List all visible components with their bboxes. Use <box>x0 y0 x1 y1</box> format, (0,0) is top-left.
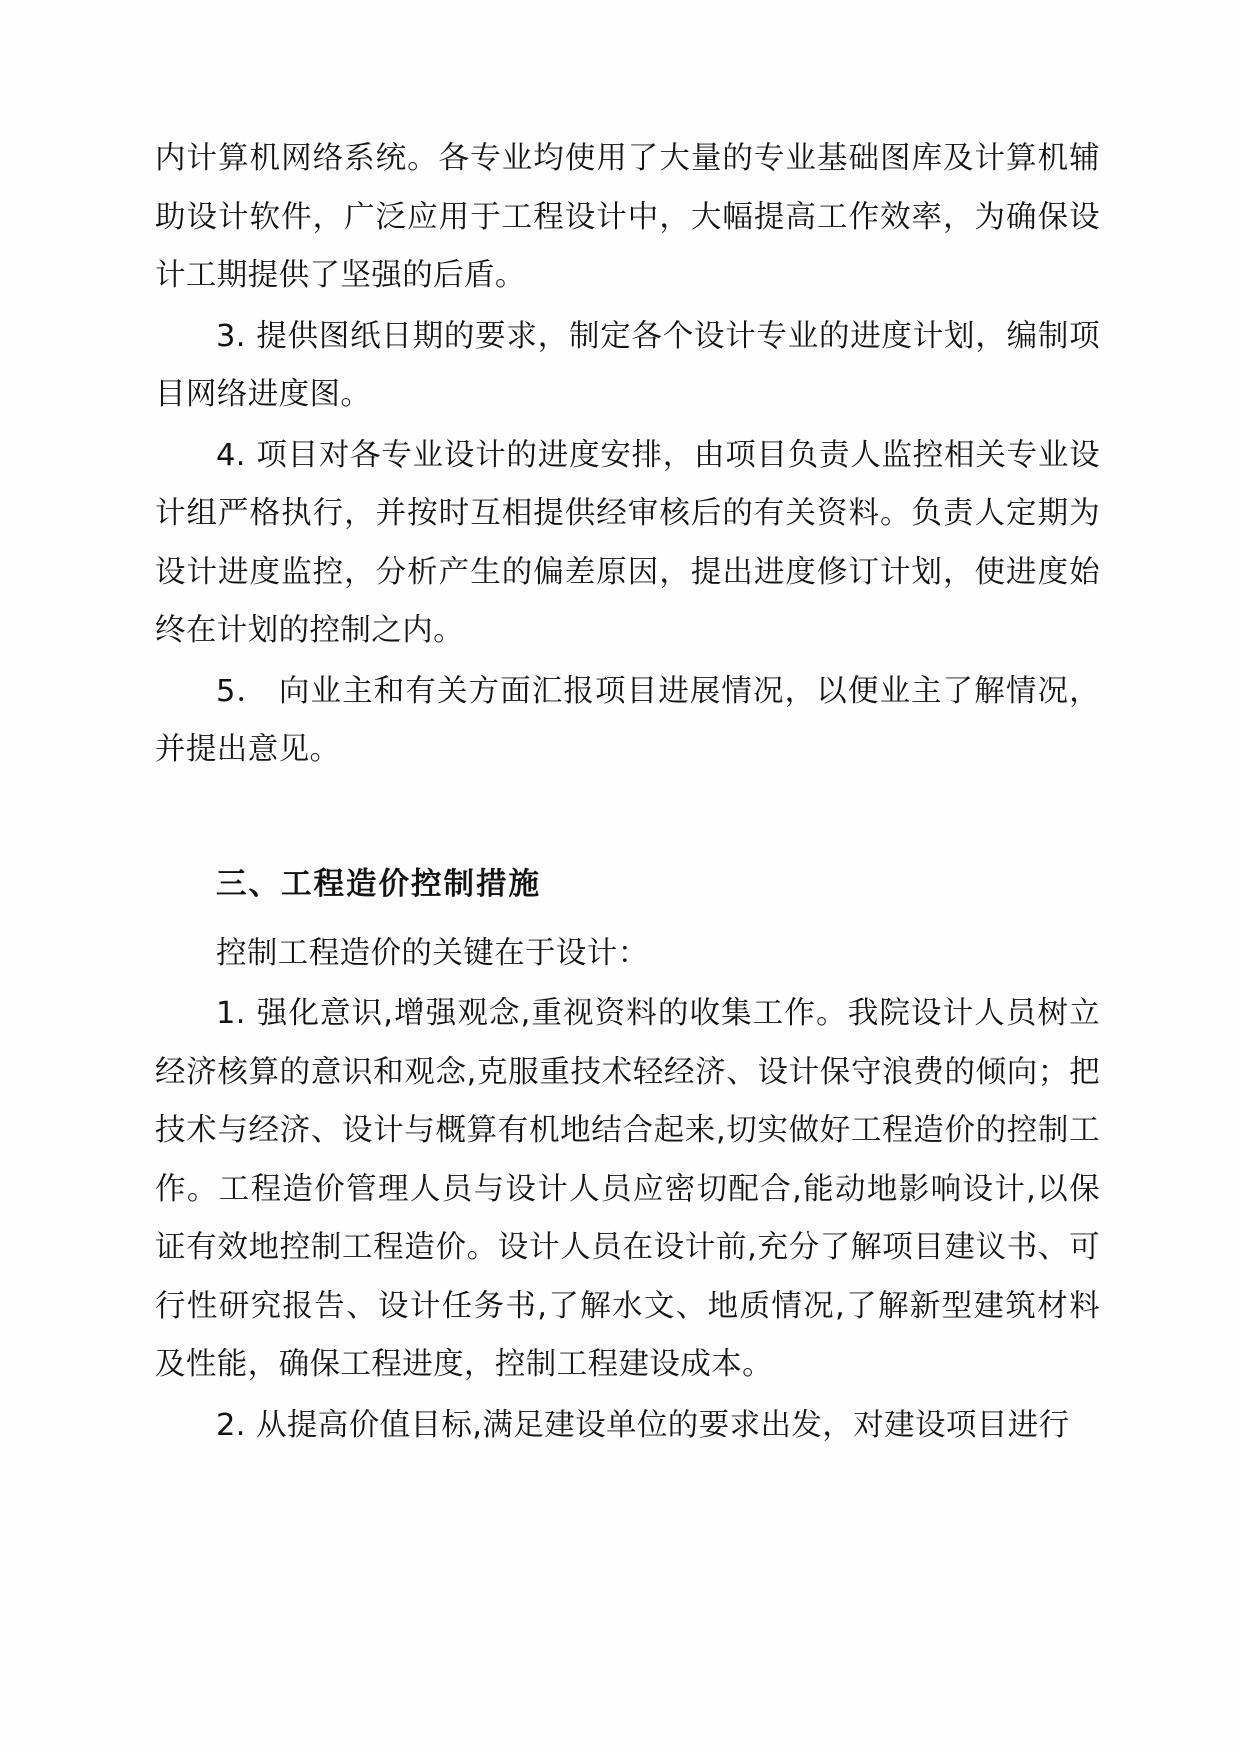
paragraph-item-5: 5． 向业主和有关方面汇报项目进展情况，以便业主了解情况，并提出意见。 <box>155 673 1100 768</box>
paragraph-cost-item-1: 1. 强化意识,增强观念,重视资料的收集工作。我院设计人员树立经济核算的意识和观念,克服重技术轻经济、设计保守浪费的倾向；把技术与经济、设计与概算有机地结合起来,切实做好工程造价的控制工作。工程造价管理人员与设计人员应密切配合,能动地影响设计,以保证有效地控制工程造价。设计人员在设计前,充分了解项目建议书、可行性研究报告、设计任务书,了解水文、地质情况,了解新型建筑材料及性能，确保工程进度，控制工程建设成本。 <box>155 996 1100 1383</box>
paragraph-item-4: 4. 项目对各专业设计的进度安排，由项目负责人监控相关专业设计组严格执行，并按时互相提供经审核后的有关资料。负责人定期为设计进度监控，分析产生的偏差原因，提出进度修订计划，使进度始终在计划的控制之内。 <box>155 437 1100 649</box>
paragraph-continued: 内计算机网络系统。各专业均使用了大量的专业基础图库及计算机辅助设计软件，广泛应用于工程设计中，大幅提高工作效率，为确保设计工期提供了坚强的后盾。 <box>155 141 1100 294</box>
heading-spacer <box>155 915 1100 925</box>
document-body <box>155 130 1100 1455</box>
section-spacer <box>155 782 1100 856</box>
section-heading: 三、工程造价控制措施 <box>216 867 541 903</box>
paragraph-cost-item-2: 2. 从提高价值目标,满足建设单位的要求出发，对建设项目进行 <box>216 1407 1070 1443</box>
paragraph-item-3: 3. 提供图纸日期的要求，制定各个设计专业的进度计划，编制项目网络进度图。 <box>155 318 1100 413</box>
paragraph-section-intro: 控制工程造价的关键在于设计： <box>216 935 649 971</box>
